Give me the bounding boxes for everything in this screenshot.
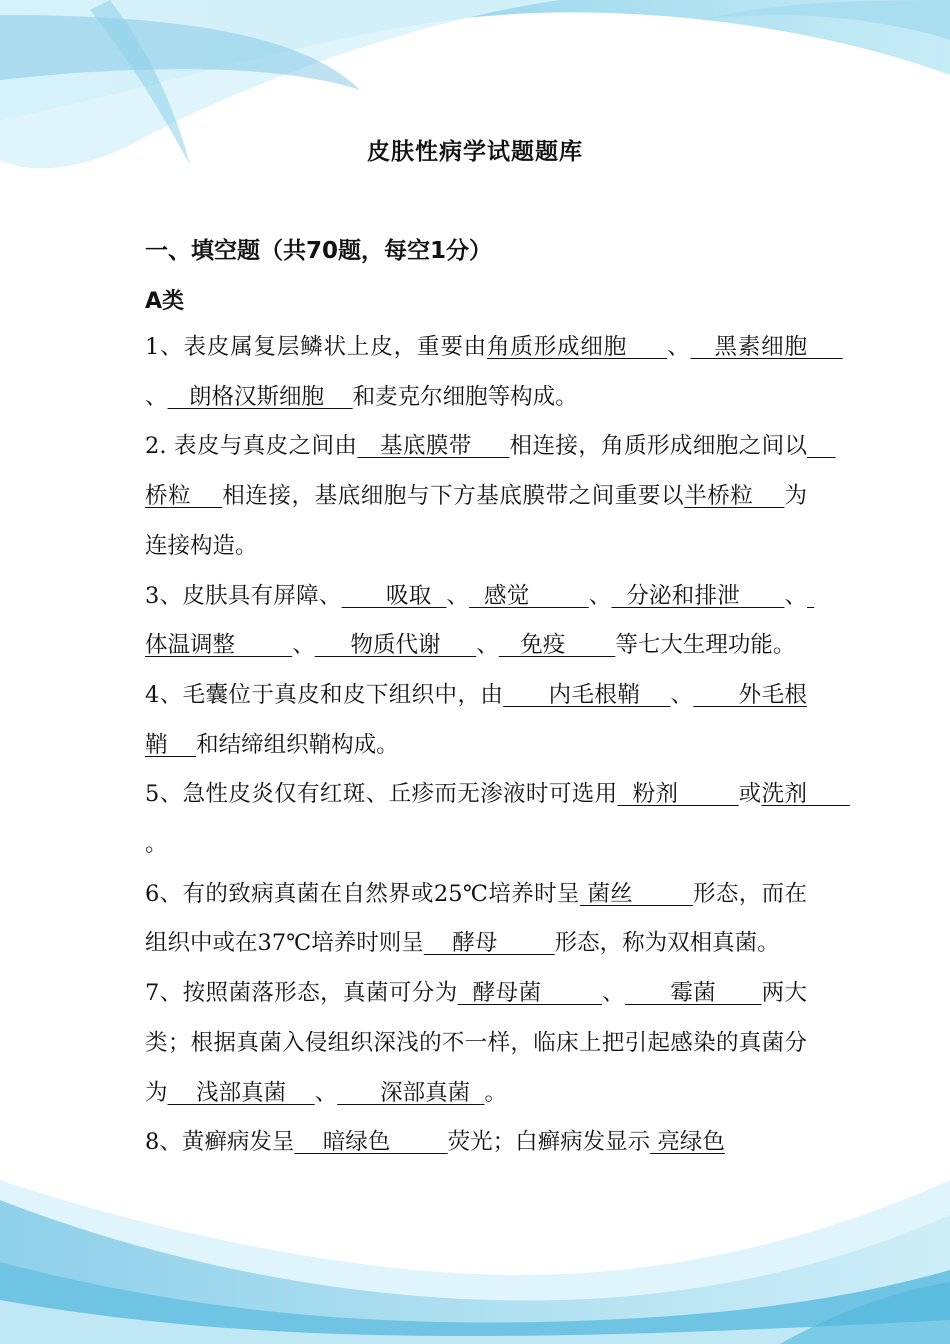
question-item <box>145 969 807 1118</box>
document-title: 皮肤性病学试题题库 <box>367 139 583 165</box>
answer-blank: 酵母菌 <box>457 980 603 1007</box>
question-text: 等七大生理功能。 <box>615 632 796 659</box>
question-item <box>145 1118 807 1168</box>
answer-blank: 内毛根鞘 <box>503 681 671 708</box>
question-text: 7、按照菌落形态，真菌可分为 <box>145 980 458 1007</box>
answer-blank: 体温调整 <box>145 582 815 659</box>
question-text: 、 <box>145 383 168 410</box>
section-heading: 一、填空题（共70题，每空1分） <box>145 238 493 264</box>
question-list <box>145 323 850 1168</box>
question-text: 两大类；根据真菌入侵组织深浅的不一样，临床上把引起感染的真菌分为 <box>145 980 807 1106</box>
question-text: 1、表皮属复层鳞状上皮，重要由 <box>145 334 488 360</box>
answer-blank: 感觉 <box>469 582 589 609</box>
question-text: 、 <box>476 632 499 659</box>
question-item <box>145 323 843 422</box>
answer-blank: 深部真菌 <box>337 1079 485 1106</box>
question-text: 。 <box>145 831 168 858</box>
category-label: A类 <box>145 289 185 314</box>
question-text: 、 <box>588 582 612 609</box>
question-text: 、 <box>602 980 625 1007</box>
question-text: 和麦克尔细胞等构成。 <box>352 383 578 410</box>
question-text: 5、急性皮炎仅有红斑、丘疹而无渗液时可选用 <box>145 781 618 808</box>
answer-blank: 菌丝 <box>579 880 694 907</box>
question-text: 和结缔组织鞘构成。 <box>196 731 399 758</box>
question-text: 相连接，基底细胞与下方基底膜带之间重要以 <box>222 483 685 510</box>
answer-blank: 酵母 <box>423 930 555 957</box>
answer-blank: 朗格汉斯细胞 <box>167 383 353 410</box>
question-text: 、 <box>784 582 807 609</box>
question-text: 、 <box>667 334 691 360</box>
question-text: 、 <box>314 1079 338 1106</box>
answer-blank: 分泌和排泄 <box>611 582 785 609</box>
answer-blank: 外毛根鞘 <box>145 681 807 758</box>
question-text: 相连接，角质形成细胞之间以 <box>509 433 807 460</box>
question-item <box>145 770 850 869</box>
question-item <box>145 671 807 770</box>
question-text: 8、黄癣病发呈 <box>145 1129 295 1156</box>
answer-blank: 基底膜带 <box>357 433 510 460</box>
answer-blank: 亮绿色 <box>650 1129 725 1156</box>
answer-blank: 免疫 <box>498 632 616 659</box>
question-text: 或 <box>738 781 762 808</box>
question-text: 3、皮肤具有屏障、 <box>145 582 342 609</box>
question-text: 、 <box>670 681 694 708</box>
answer-blank: 粉剂 <box>617 781 739 808</box>
answer-blank: 洗剂 <box>761 781 850 808</box>
question-item <box>145 572 815 671</box>
question-text: 、 <box>292 632 315 659</box>
question-text: 、 <box>446 582 470 609</box>
question-text: 荧光；白癣病发显示 <box>447 1129 651 1156</box>
answer-blank: 吸取 <box>341 582 447 609</box>
answer-blank: 黑素细胞 <box>690 334 843 360</box>
answer-blank: 半桥粒 <box>684 483 785 510</box>
question-text: 形态，而在组织中或在37℃培养时则呈 <box>145 880 807 957</box>
question-item <box>145 422 836 571</box>
answer-blank: 霉菌 <box>624 980 762 1007</box>
answer-blank: 暗绿色 <box>294 1129 448 1156</box>
question-item <box>145 870 807 969</box>
question-text: 6、有的致病真菌在自然界或25℃培养时呈 <box>145 880 580 907</box>
answer-blank: 桥粒 <box>145 433 836 510</box>
answer-blank: 物质代谢 <box>314 632 477 659</box>
question-text: 。 <box>484 1079 507 1106</box>
answer-blank: 浅部真菌 <box>167 1079 315 1106</box>
answer-blank: 角质形成细胞 <box>487 334 668 360</box>
question-text: 4、毛囊位于真皮和皮下组织中，由 <box>145 681 504 708</box>
question-text: 2. 表皮与真皮之间由 <box>145 433 358 460</box>
question-text: 为连接构造。 <box>145 483 808 559</box>
question-text: 形态，称为双相真菌。 <box>554 930 780 957</box>
